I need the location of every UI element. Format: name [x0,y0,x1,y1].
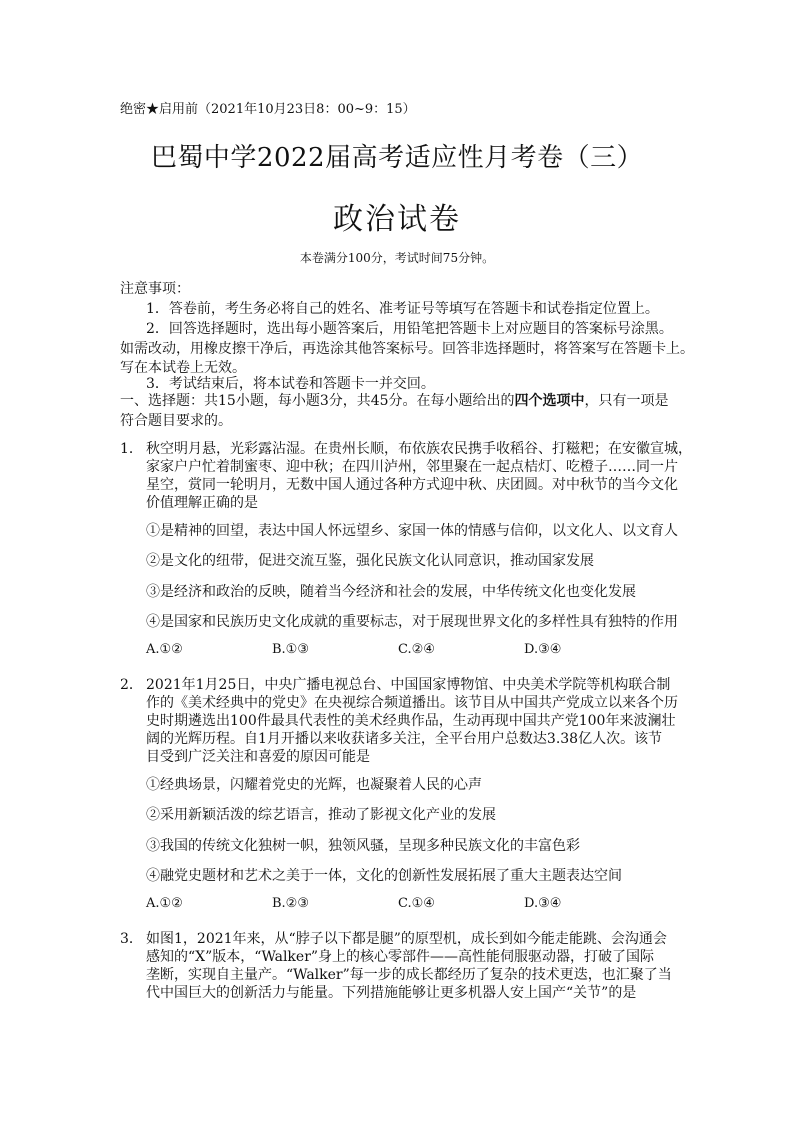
notice-label: 注意事项： [120,281,190,297]
question-1-statement-2: ②是文化的纽带，促进交流互鉴，强化民族文化认同意识，推动国家发展 [146,553,594,569]
section-heading-cont: 符合题目要求的。 [120,413,232,429]
confidential-line: 绝密★启用前（2021年10月23日8：00~9：15） [120,102,416,117]
question-3-stem-line: 感知的“X”版本，“Walker”身上的核心零部件——高性能伺服驱动器，打破了国际 [146,949,655,965]
question-1-stem-line: 秋空明月悬，光彩露沾湿。在贵州长顺，布依族农民携手收稻谷、打糍粑；在安徽宣城， [146,441,692,457]
question-3-number: 3． [120,931,143,947]
section-heading-emphasis: 四个选项中 [514,393,585,409]
notice-item-1: 1．答卷前，考生务必将自己的姓名、准考证号等填写在答题卡和试卷指定位置上。 [146,301,659,317]
notice-item-2-cont: 如需改动，用橡皮擦干净后，再选涂其他答案标号。回答非选择题时，将答案写在答题卡上。 [120,341,694,357]
question-2-choice-a[interactable]: A.①② [146,896,183,911]
question-1-stem-line: 星空，赏同一轮明月，无数中国人通过各种方式迎中秋、庆团圆。对中秋节的当今文化 [146,477,678,493]
question-2-number: 2． [120,677,143,693]
question-2-choice-d[interactable]: D.③④ [524,896,562,911]
question-3-stem-line: 垄断，实现自主量产。“Walker”每一步的成长都经历了复杂的技术更迭，也汇聚了当 [146,967,672,983]
question-2-statement-1: ①经典场景，闪耀着党史的光辉，也凝聚着人民的心声 [146,777,482,793]
notice-item-3: 3．考试结束后，将本试卷和答题卡一并交回。 [146,376,435,392]
question-2-stem-line: 2021年1月25日，中央广播电视总台、中国国家博物馆、中央美术学院等机构联合制 [146,677,671,693]
question-2-stem-line: 目受到广泛关注和喜爱的原因可能是 [146,749,370,765]
question-3-stem-line: 代中国巨大的创新活力与能量。下列措施能够让更多机器人安上国产“关节”的是 [146,985,637,1001]
question-1-statement-3: ③是经济和政治的反映，随着当今经济和社会的发展，中华传统文化也变化发展 [146,584,636,600]
section-heading [120,390,669,410]
question-2-stem-line: 史时期遴选出100件最具代表性的美术经典作品，生动再现中国共产党100年来波澜壮 [146,713,676,729]
exam-note: 本卷满分100分，考试时间75分钟。 [299,251,495,265]
question-3-stem-line: 如图1，2021年来，从“脖子以下都是腿”的原型机，成长到如今能走能跳、会沟通会 [146,931,667,947]
exam-title: 巴蜀中学2022届高考适应性月考卷（三） [150,143,644,173]
question-2-choice-b[interactable]: B.②③ [272,896,309,911]
question-1-choice-b[interactable]: B.①③ [272,642,309,657]
subject-title: 政治试卷 [333,202,461,237]
notice-item-2-cont2: 写在本试卷上无效。 [120,360,246,376]
question-2-stem-line: 阔的光辉历程。自1月开播以来收获诸多关注，全平台用户总数达3.38亿人次。该节 [146,731,663,747]
question-1-choice-c[interactable]: C.②④ [398,642,435,657]
question-2-statement-2: ②采用新颖活泼的综艺语言，推动了影视文化产业的发展 [146,807,496,823]
question-1-stem-line: 价值理解正确的是 [146,495,258,511]
question-1-statement-4: ④是国家和民族历史文化成就的重要标志，对于展现世界文化的多样性具有独特的作用 [146,614,678,630]
section-heading-text: 一、选择题：共15小题，每小题3分，共45分。在每小题给出的 [120,393,515,409]
question-1-stem-line: 家家户户忙着制蜜枣、迎中秋；在四川泸州，邻里聚在一起点桔灯、吃橙子……同一片 [146,459,678,475]
section-heading-text-end: ，只有一项是 [584,393,669,409]
question-2-stem-line: 作的《美术经典中的党史》在央视综合频道播出。该节目从中国共产党成立以来各个历 [146,695,678,711]
question-1-statement-1: ①是精神的回望，表达中国人怀远望乡、家国一体的情感与信仰，以文化人、以文育人 [146,523,678,539]
question-2-statement-4: ④融党史题材和艺术之美于一体，文化的创新性发展拓展了重大主题表达空间 [146,868,622,884]
question-1-choice-d[interactable]: D.③④ [524,642,562,657]
question-2-choice-c[interactable]: C.①④ [398,896,435,911]
question-1-choice-a[interactable]: A.①② [146,642,183,657]
question-2-statement-3: ③我国的传统文化独树一帜，独领风骚，呈现多种民族文化的丰富色彩 [146,838,580,854]
notice-item-2: 2．回答选择题时，选出每小题答案后，用铅笔把答题卡上对应题目的答案标号涂黑。 [146,321,673,337]
question-1-number: 1． [120,441,143,457]
